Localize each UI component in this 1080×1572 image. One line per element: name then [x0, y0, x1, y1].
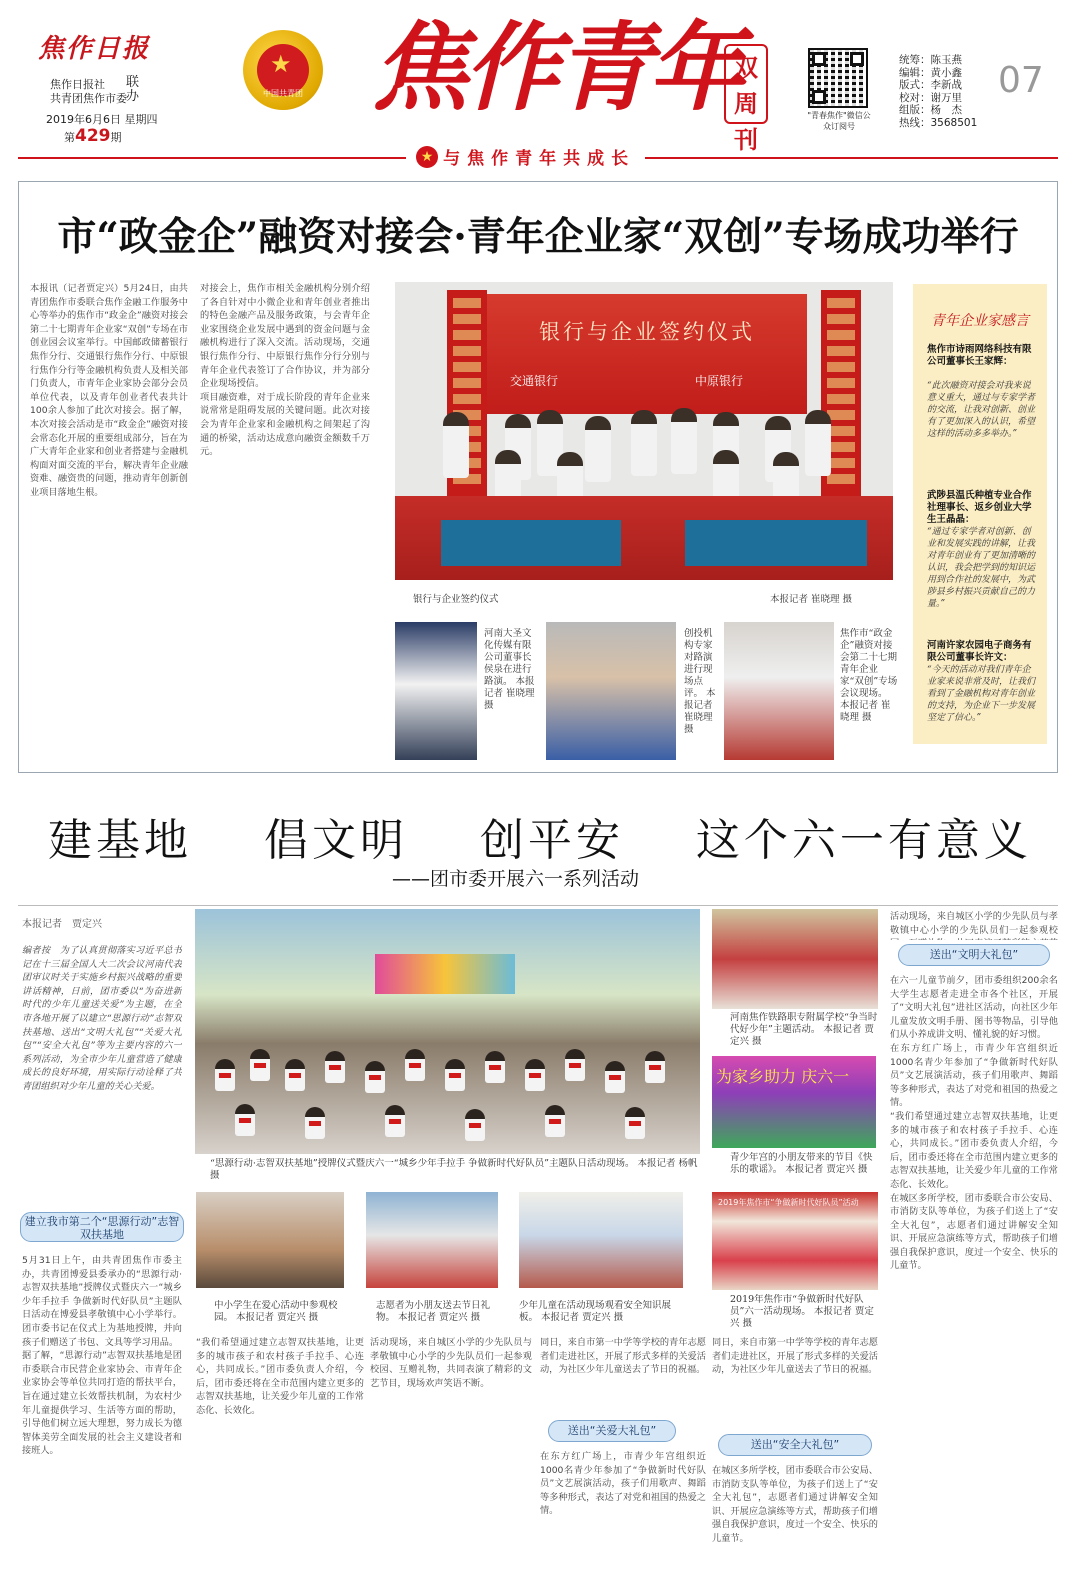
meeting-venue-photo	[724, 622, 834, 760]
photo-caption-text: 2019年焦作市“争做新时代好队员”六一活动现场。	[730, 1294, 864, 1317]
volunteers-photo	[366, 1192, 498, 1288]
entrepreneur-quotes-box	[913, 284, 1047, 744]
roadshow-speaker-caption	[484, 628, 540, 760]
roadshow-speaker-photo	[395, 622, 477, 760]
article2-paragraph: 活动现场，来自城区小学的少先队员与孝敬镇中心小学的少先队员们一起参观校园、互赠礼物，共同表演了精彩的文艺节目，现场欢声笑语不断。	[370, 1337, 532, 1389]
photo-caption-text: 中小学生在爱心活动中参观校园。	[214, 1300, 338, 1323]
expert-review-photo	[546, 622, 676, 760]
issue-suffix: 期	[110, 131, 122, 144]
issue-number: 429	[75, 126, 111, 146]
article2-paragraph: 同日，来自市第一中学等学校的青年志愿者们走进社区，开展了形式多样的关爱活动，为社区少年儿童送去了节日的祝福。	[712, 1337, 878, 1376]
qr-code-icon[interactable]	[808, 48, 868, 108]
article2-column-mid2	[370, 1336, 532, 1564]
slogan-star-icon: ★	[416, 146, 438, 168]
quote-speaker: 河南许家农园电子商务有限公司董事长许文：	[927, 640, 1032, 663]
quotes-title: 青年企业家感言	[931, 313, 1029, 329]
article2-paragraph: 同日，来自市第一中学等学校的青年志愿者们走进社区，开展了形式多样的关爱活动，为社区少年儿童送去了节日的祝福。	[540, 1337, 706, 1376]
quote-text: “此次融资对接会对我来说意义重大，通过与专家学者的交流，让我对创新、创业有了更加深入的认识，希望这样的活动多多举办。”	[927, 381, 1036, 439]
quote-speaker: 武陟县温氏种植专业合作社理事长、返乡创业大学生王晶晶：	[927, 490, 1032, 525]
staff-line: 热线：3568501	[899, 116, 978, 129]
article2-column-mid3-top	[540, 1336, 706, 1416]
organizer-daily: 焦作日报社	[50, 78, 105, 91]
article2-paragraph: “我们希望通过建立志智双扶基地，让更多的城市孩子和农村孩子手拉手、心连心，共同成长。”团市委负责人介绍，今后，团市委还将在全市范围内建立更多的志智双扶基地，让关爱少年儿童的工作常态化、长效化。	[196, 1337, 364, 1416]
issue-number-line	[64, 126, 122, 146]
emblem-text: 中国共青团	[263, 89, 303, 98]
article1-paragraph: 本报讯（记者贾定兴）5月24日，由共青团焦作市委联合焦作金融工作服务中心等举办的焦作市“政金企”融资对接会第二十七期青年企业家“双创”专场在市创业园会议室举行。中国邮政储蓄银行焦作分行、交通银行焦作分行、中原银行焦作分行等金融机构负责人及相关部门负责人，市青年企业家协会部分会员单位代表，以及青年创业者代表共计100余人参加了此次对接会。据了解，本次对接会活动是市“政金企”融资对接会常态化开展的重要组成部分，旨在为广大青年企业家和创业者搭建与金融机构面对面交流的平台，解决青年企业融资难、融资贵的问题，推动青年创新创业项目落地生根。	[30, 283, 188, 498]
photo-credit-text: 本报记者 杨帆 摄	[210, 1158, 698, 1181]
slogan-text: 与焦作青年共成长	[443, 149, 636, 169]
article1-paragraph: 项目融资难，对于成长阶段的青年企业来说常常是阻碍发展的关键问题。此次对接会为青年企业家和金融机构之间架起了沟通的桥梁，活动达成意向融资金额数千万元。	[200, 391, 370, 458]
photo-credit-text: 本报记者 崔晓理 摄	[840, 700, 891, 723]
staff-line: 版式：李新战	[899, 79, 962, 91]
person-figure	[805, 410, 831, 476]
article1-headline: 市“政金企”融资对接会·青年企业家“双创”专场成功举行	[57, 214, 1019, 260]
photo-credit-text: 本报记者 崔晓理 摄	[684, 688, 716, 735]
article2-column-right2	[712, 1464, 878, 1564]
article2-subheadline: ——团市委开展六一系列活动	[392, 868, 640, 890]
organizer-youth-league: 共青团焦作市委	[50, 92, 127, 105]
good-pioneer-event-caption	[730, 1294, 880, 1330]
person-figure	[671, 408, 697, 474]
article2-paragraph: 在东方红广场上，市青少年宫组织近1000名青少年参加了“争做新时代好队员”文艺展演活动，孩子们用歌声、舞蹈等多种形式，表达了对党和祖国的热爱之情。	[540, 1451, 706, 1517]
emblem-star-icon: ★	[270, 50, 292, 78]
article2-column-right1	[712, 1336, 878, 1428]
headline-part: 倡文明	[264, 815, 409, 866]
article2-main-photo-caption	[210, 1158, 700, 1182]
railway-school-caption	[730, 1012, 880, 1052]
youth-league-emblem-icon	[243, 30, 323, 110]
article2-byline: 本报记者 贾定兴	[22, 919, 102, 930]
main-photo-credit: 本报记者 崔晓理 摄	[770, 594, 853, 605]
quote-text: “通过专家学者对创新、创业和发展实践的讲解，让我对青年创业有了更加清晰的认识，我会把学到的知识运用到合作社的发展中，为武陟县乡村振兴贡献自己的力量。”	[927, 527, 1036, 609]
article1-column-1	[30, 282, 188, 760]
photo-caption-text: 创投机构专家对路演进行现场点评。	[684, 628, 713, 699]
article1-main-photo	[395, 282, 893, 580]
section-label-care: 送出“关爱大礼包”	[548, 1420, 676, 1442]
section-label-base: 建立我市第二个“思源行动”志智双扶基地	[20, 1212, 184, 1242]
staff-line: 统筹：陈玉燕	[899, 54, 962, 66]
signing-banner	[487, 294, 807, 414]
edition-tag: 双周刊	[724, 44, 768, 124]
photo-caption-text: 焦作市“政金企”融资对接会第二十七期青年企业家“双创”专场会议现场。	[840, 628, 898, 699]
section-label-civility: 送出“文明大礼包”	[898, 944, 1050, 966]
photo-credit-text: 本报记者 崔晓理 摄	[484, 676, 535, 711]
photo-credit-text: 本报记者 贾定兴 摄	[730, 1024, 874, 1047]
students-photo-caption	[214, 1300, 340, 1326]
photo-credit-text: 本报记者 贾定兴 摄	[730, 1306, 874, 1329]
photo-caption-text: 河南大圣文化传媒有限公司董事长侯泉在进行路演。	[484, 628, 532, 687]
bank-name-left: 交通银行	[510, 374, 559, 388]
railway-school-photo	[712, 909, 878, 1009]
photo-credit-text: 本报记者 贾定兴 摄	[541, 1312, 624, 1323]
article1-column-2	[200, 282, 370, 760]
slogan-bar	[406, 144, 645, 170]
signing-table-left	[441, 520, 621, 566]
article2-column-mid3-bottom	[540, 1450, 706, 1564]
article2-headline	[0, 804, 1080, 868]
editorial-staff-list	[899, 54, 977, 129]
article2-column-far-right-top	[890, 910, 1058, 940]
newspaper-brand-title: 焦作青年	[372, 11, 740, 124]
article2-main-photo	[195, 909, 700, 1154]
section-divider	[18, 905, 1058, 906]
photo-caption-text: 青少年宫的小朋友带来的节目《快乐的歌谣》。	[730, 1152, 873, 1175]
expert-review-caption	[684, 628, 720, 760]
article2-column-mid1	[196, 1336, 364, 1564]
article2-column-far-right	[890, 974, 1058, 1564]
issue-prefix: 第	[64, 131, 75, 144]
qr-caption: "青春焦作"微信公众订阅号	[807, 111, 871, 131]
jiaozuo-daily-logo: 焦作日报	[38, 34, 151, 64]
photo-caption-text: 河南焦作铁路职专附属学校“争当时代好少年”主题活动。	[730, 1012, 878, 1035]
exhibition-photo-caption	[519, 1300, 687, 1326]
photo-caption-text: 志愿者为小朋友送去节日礼物。	[376, 1300, 491, 1323]
photo-credit-text: 本报记者 贾定兴 摄	[785, 1164, 868, 1175]
volunteers-photo-caption	[376, 1300, 504, 1326]
good-pioneer-event-photo	[712, 1192, 878, 1290]
signing-banner-title: 银行与企业签约仪式	[539, 320, 755, 344]
article1-paragraph: 对接会上，焦作市相关金融机构分别介绍了各自针对中小微企业和青年创业者推出的特色金融产品及服务政策，与会青年企业家围绕企业发展中遇到的资金问题与金融机构进行了深入交流。活动现场，交通银行焦作分行、中原银行焦作分行分别与青年企业代表签订了合作协议，并为部分企业现场授信。	[200, 283, 370, 390]
staff-line: 校对：谢万里	[899, 91, 962, 104]
staff-line: 组版：杨 杰	[899, 104, 962, 116]
co-host-label: 联办	[126, 75, 140, 104]
children-performance-photo	[712, 1056, 876, 1148]
quote-speaker: 焦作市诗雨网络科技有限公司董事长王家辉：	[927, 344, 1032, 367]
person-figure	[585, 416, 611, 482]
quote-text: “今天的活动对我们青年企业家来说非常及时，让我们看到了金融机构对青年创业的支持，为企业下一步发展坚定了信心。”	[927, 665, 1036, 723]
students-photo	[196, 1192, 344, 1288]
person-figure	[631, 410, 657, 476]
article2-paragraph: 据了解，“思源行动”志智双扶基地是团市委联合市民营企业家协会、市青年企业家协会等单位共同打造的帮扶平台，旨在通过建立长效帮扶机制，为农村少年儿童提供学习、生活等方面的帮助，引导他们树立远大理想，努力成长为德智体美劳全面发展的社会主义建设者和接班人。	[22, 1350, 182, 1457]
photo-caption-text: “思源行动·志智双扶基地”授牌仪式暨庆六一“城乡少年手拉手 争做新时代好队员”主题队日活动现场。	[210, 1158, 635, 1169]
bank-name-right: 中原银行	[695, 374, 744, 388]
page-number: 07	[998, 60, 1044, 101]
main-photo-caption: 银行与企业签约仪式	[413, 594, 499, 605]
article2-paragraph: “我们希望通过建立志智双扶基地，让更多的城市孩子和农村孩子手拉手、心连心，共同成长。”团市委负责人介绍，今后，团市委还将在全市范围内建立更多的志智双扶基地，让关爱少年儿童的工作常态化、长效化。	[890, 1110, 1058, 1190]
photo-credit-text: 本报记者 贾定兴 摄	[398, 1312, 481, 1323]
article2-paragraph: 在东方红广场上，市青少年宫组织近1000名青少年参加了“争做新时代好队员”文艺展演活动，孩子们用歌声、舞蹈等多种形式，表达了对党和祖国的热爱之情。	[890, 1042, 1058, 1109]
article2-paragraph: 活动现场，来自城区小学的少先队员与孝敬镇中心小学的少先队员们一起参观校	[890, 911, 1058, 936]
children-performance-caption	[730, 1152, 880, 1180]
article2-paragraph: 在城区多所学校，团市委联合市公安局、市消防支队等单位，为孩子们送上了“安全大礼包”，志愿者们通过讲解安全知识、开展应急演练等方式，帮助孩子们增强自我保护意识，度过一个安全、快乐的儿童节。	[712, 1465, 878, 1544]
meeting-venue-caption	[840, 628, 898, 760]
issue-date: 2019年6月6日 星期四	[46, 113, 158, 126]
stage-backdrop	[375, 954, 515, 994]
article2-column-left	[22, 1254, 182, 1564]
article2-paragraph: 在城区多所学校，团市委联合市公安局、市消防支队等单位，为孩子们送上了“安全大礼包”，志愿者们通过讲解安全知识、开展应急演练等方式，帮助孩子们增强自我保护意识，度过一个安全、快乐的儿童节。	[890, 1192, 1058, 1272]
event-banner: 2019年焦作市“争做新时代好队员”活动	[718, 1198, 859, 1207]
article2-paragraph: 5月31日上午，由共青团焦作市委主办，共青团博爱县委承办的“思源行动·志智双扶基地”授牌仪式暨庆六一“城乡少年手拉手 争做新时代好队员”主题队日活动在博爱县孝敬镇中心小学举行。团市委书记在仪式上为基地授牌，并向孩子们赠送了书包、文具等学习用品。	[22, 1255, 182, 1348]
headline-part: 这个六一有意义	[695, 815, 1032, 866]
section-label-safety: 送出“安全大礼包”	[718, 1434, 872, 1456]
headline-part: 创平安	[479, 815, 624, 866]
signing-table-right	[685, 520, 867, 566]
exhibition-photo	[519, 1192, 683, 1288]
photo-caption-text: 少年儿童在活动现场观看安全知识展板。	[519, 1300, 672, 1323]
photo-credit-text: 本报记者 贾定兴 摄	[236, 1312, 319, 1323]
article2-editor-note: 编者按 为了认真贯彻落实习近平总书记在十三届全国人大二次会议河南代表团审议时关于实施乡村振兴战略的重要讲话精神，日前，团市委以“为奋进新时代的少年儿童送关爱”为主题，在全市各地开展了以建立“思源行动”志智双扶基地、送出“文明大礼包”“关爱大礼包”“安全大礼包”等为主要内容的六一系列活动，为全市少年儿童营造了健康成长的良好环境，用实际行动诠释了共青团组织对少年儿童的关心关爱。	[22, 945, 182, 1092]
person-figure	[443, 412, 469, 478]
headline-part: 建基地	[48, 815, 193, 866]
article2-paragraph: 在六一儿童节前夕，团市委组织200余名大学生志愿者走进全市各个社区，开展了“文明大礼包”进社区活动，向社区少年儿童发放文明手册、图书等物品，引导他们从小养成讲文明、懂礼貌的好习惯。	[890, 975, 1058, 1041]
staff-line: 编辑：黄小鑫	[899, 66, 962, 79]
performance-sign: 为家乡助力 庆六一	[716, 1067, 850, 1086]
